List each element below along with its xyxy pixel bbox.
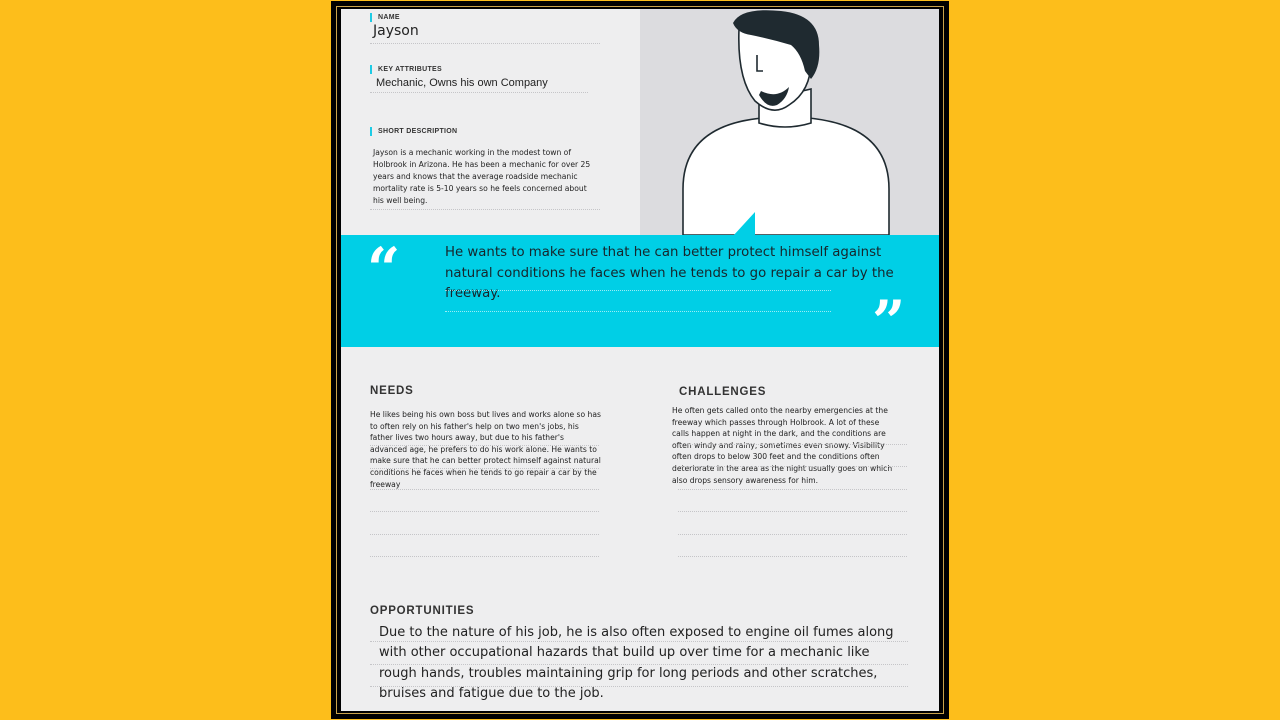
persona-name: Jayson [370, 22, 600, 44]
name-label: NAME [370, 13, 600, 22]
needs-heading: NEEDS [370, 385, 414, 397]
quote-pointer [733, 212, 755, 236]
needs-rule-6 [370, 556, 599, 557]
challenges-text: He often gets called onto the nearby emergencies at the freeway which passes through Holbrook. A lot of these calls happen at night in the dark, and the conditions are often windy and rainy, sometimes even snowy. Visibility often drops to below 300 feet and the conditions often deteriorate in the area as the night usually goes on which also drops sensory awareness for him. [672, 406, 893, 485]
quote-rule-2 [445, 311, 831, 312]
open-quote-icon: “ [367, 235, 401, 303]
key-attributes-label: KEY ATTRIBUTES [370, 65, 588, 74]
close-quote-icon: ” [872, 288, 906, 356]
quote-banner [341, 235, 939, 356]
opportunities-heading: OPPORTUNITIES [370, 605, 475, 617]
needs-rule-2 [370, 468, 599, 469]
name-field [370, 13, 600, 44]
challenges-rule-2 [678, 466, 907, 467]
short-description-text: Jayson is a mechanic working in the modest town of Holbrook in Arizona. He has been a mechanic for over 25 years and knows that the average roadside mechanic mortality rate is 5-10 years so he feels concerned about his well being. [373, 148, 591, 205]
challenges-rule-5 [678, 534, 907, 535]
quote-rule-1 [445, 290, 831, 291]
opportunities-text: Due to the nature of his job, he is also often exposed to engine oil fumes along with other occupational hazards that build up over time for a mechanic like rough hands, troubles maintaining grip for long periods and other scratches, bruises and fatigue due to the job. [379, 625, 894, 701]
challenges-rule-6 [678, 556, 907, 557]
short-description-label: SHORT DESCRIPTION [370, 127, 600, 136]
needs-rule-4 [370, 511, 599, 512]
description-rule [370, 209, 600, 210]
challenges-heading: CHALLENGES [679, 386, 767, 398]
short-description-field [370, 127, 600, 210]
challenges-rule-4 [678, 511, 907, 512]
needs-rule-5 [370, 534, 599, 535]
challenges-rule-3 [678, 489, 907, 490]
key-attributes-value: Mechanic, Owns his own Company [370, 74, 588, 93]
needs-rule-1 [370, 445, 599, 446]
needs-rule-3 [370, 489, 599, 490]
needs-text: He likes being his own boss but lives and works alone so has to often rely on his father's help on two men's jobs, his father lives two hours away, but due to his father's advanced age, he prefers to do his work alone. He wants to make sure that he can better protect himself against natural conditions he faces when he tends to go repair a car by the freeway [370, 410, 601, 489]
challenges-rule-1 [678, 444, 907, 445]
key-attributes-field [370, 65, 588, 93]
persona-avatar-illustration [640, 9, 939, 235]
quote-text: He wants to make sure that he can better protect himself against natural conditions he faces when he tends to go repair a car by the freeway. [445, 245, 894, 301]
persona-sheet [341, 9, 939, 711]
